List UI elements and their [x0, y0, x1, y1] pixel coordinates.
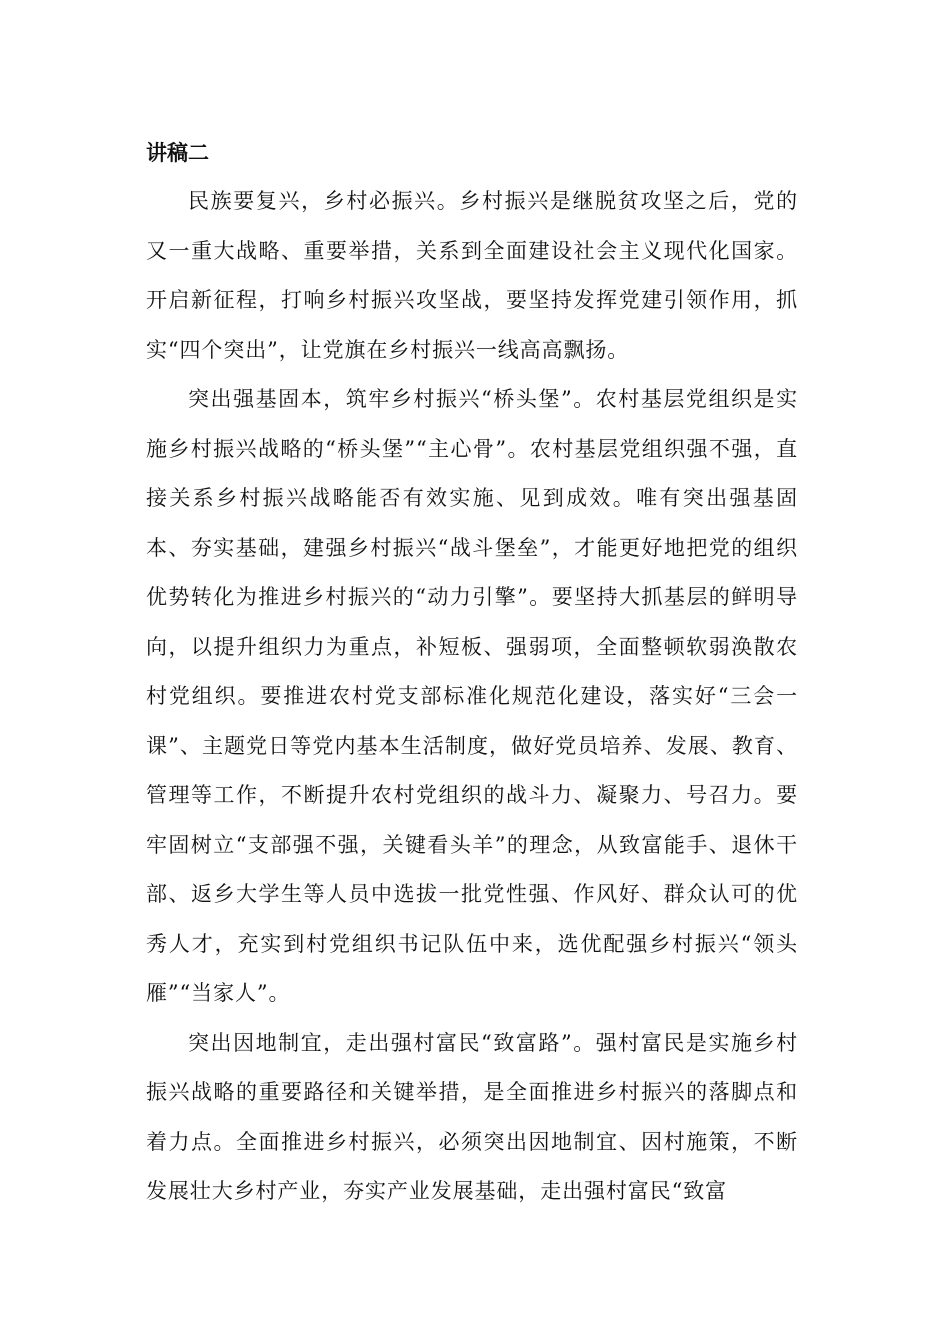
- paragraph-strengthen-foundation: 突出强基固本，筑牢乡村振兴“桥头堡”。农村基层党组织是实施乡村振兴战略的“桥头堡”“主心骨”。农村基层党组织强不强，直接关系乡村振兴战略能否有效实施、见到成效。唯有突出强基固本、夯实基础，建强乡村振兴“战斗堡垒”，才能更好地把党的组织优势转化为推进乡村振兴的“动力引擎”。要坚持大抓基层的鲜明导向，以提升组织力为重点，补短板、强弱项，全面整顿软弱涣散农村党组织。要推进农村党支部标准化规范化建设，落实好“三会一课”、主题党日等党内基本生活制度，做好党员培养、发展、教育、管理等工作，不断提升农村党组织的战斗力、凝聚力、号召力。要牢固树立“支部强不强，关键看头羊”的理念，从致富能手、退休干部、返乡大学生等人员中选拔一批党性强、作风好、群众认可的优秀人才，充实到村党组织书记队伍中来，选优配强乡村振兴“领头雁”“当家人”。: [146, 387, 798, 1005]
- paragraph-local-conditions: 突出因地制宜，走出强村富民“致富路”。强村富民是实施乡村振兴战略的重要路径和关键举措，是全面推进乡村振兴的落脚点和着力点。全面推进乡村振兴，必须突出因地制宜、因村施策，不断发展壮大乡村产业，夯实产业发展基础，走出强村富民“致富: [146, 1030, 798, 1203]
- paragraph-intro: 民族要复兴，乡村必振兴。乡村振兴是继脱贫攻坚之后，党的又一重大战略、重要举措，关系到全面建设社会主义现代化国家。开启新征程，打响乡村振兴攻坚战，要坚持发挥党建引领作用，抓实“四个突出”，让党旗在乡村振兴一线高高飘扬。: [146, 189, 798, 362]
- document-body: [146, 129, 798, 1217]
- document-heading: 讲稿二: [146, 141, 209, 165]
